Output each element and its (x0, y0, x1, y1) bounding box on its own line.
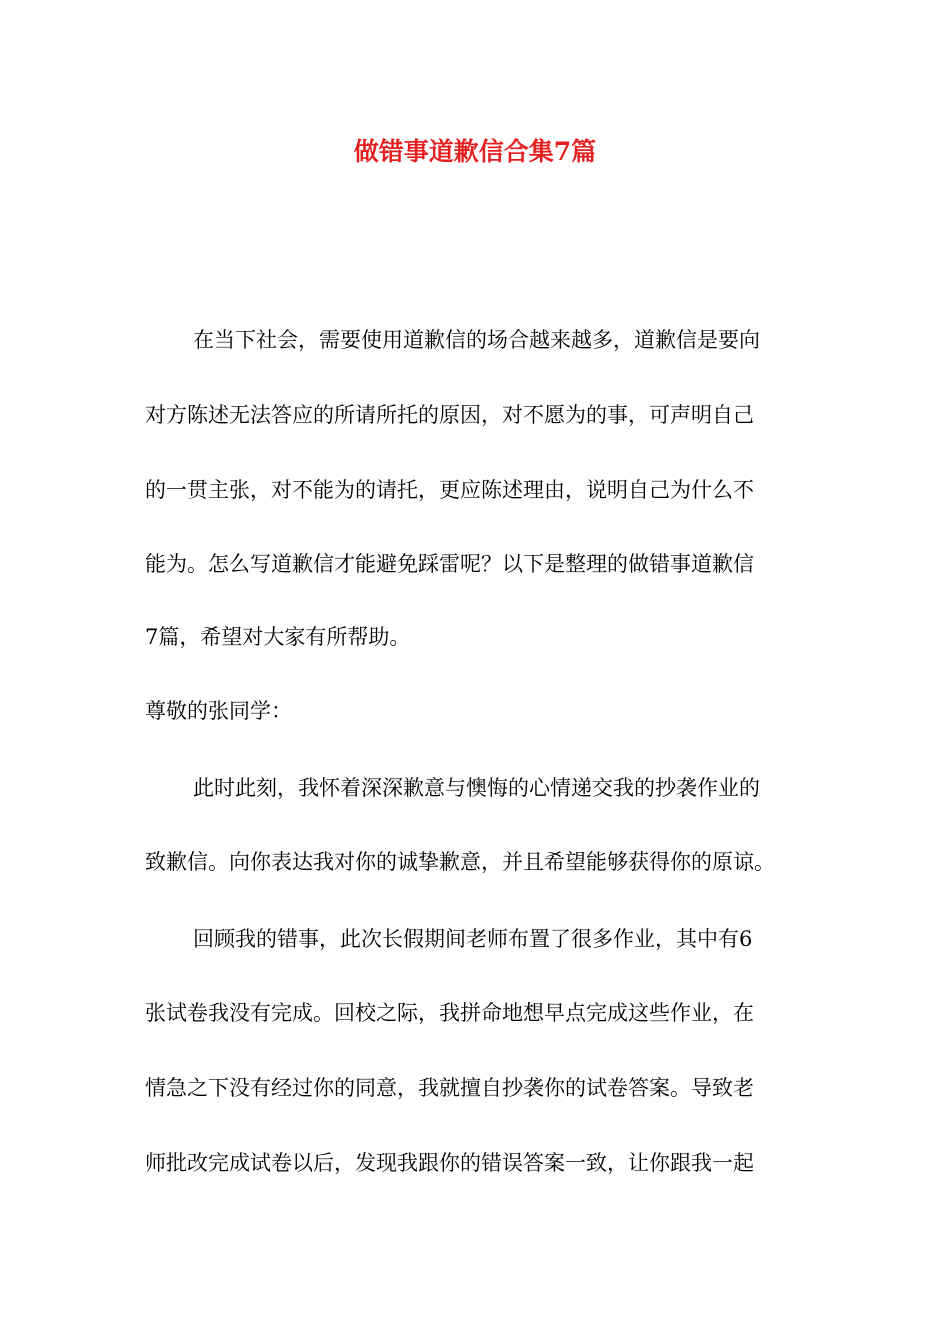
body-line: 情急之下没有经过你的同意，我就擅自抄袭你的试卷答案。导致老 (145, 1076, 754, 1100)
body-line: 回顾我的错事，此次长假期间老师布置了很多作业，其中有6 (193, 927, 753, 951)
body-line: 致歉信。向你表达我对你的诚挚歉意，并且希望能够获得你的原谅。 (145, 850, 775, 874)
body-line: 张试卷我没有完成。回校之际，我拼命地想早点完成这些作业，在 (145, 1001, 754, 1025)
body-line: 此时此刻，我怀着深深歉意与懊悔的心情递交我的抄袭作业的 (193, 776, 760, 800)
document-title: 做错事道歉信合集7篇 (353, 137, 597, 166)
salutation: 尊敬的张同学： (145, 699, 292, 723)
body-line: 师批改完成试卷以后，发现我跟你的错误答案一致，让你跟我一起 (145, 1151, 754, 1175)
body-line: 7篇，希望对大家有所帮助。 (145, 625, 411, 649)
body-line: 的一贯主张，对不能为的请托，更应陈述理由，说明自己为什么不 (145, 478, 754, 502)
body-line: 能为。怎么写道歉信才能避免踩雷呢？以下是整理的做错事道歉信 (145, 552, 754, 576)
body-line: 对方陈述无法答应的所请所托的原因，对不愿为的事，可声明自己 (145, 403, 754, 427)
body-line: 在当下社会，需要使用道歉信的场合越来越多，道歉信是要向 (193, 328, 760, 352)
